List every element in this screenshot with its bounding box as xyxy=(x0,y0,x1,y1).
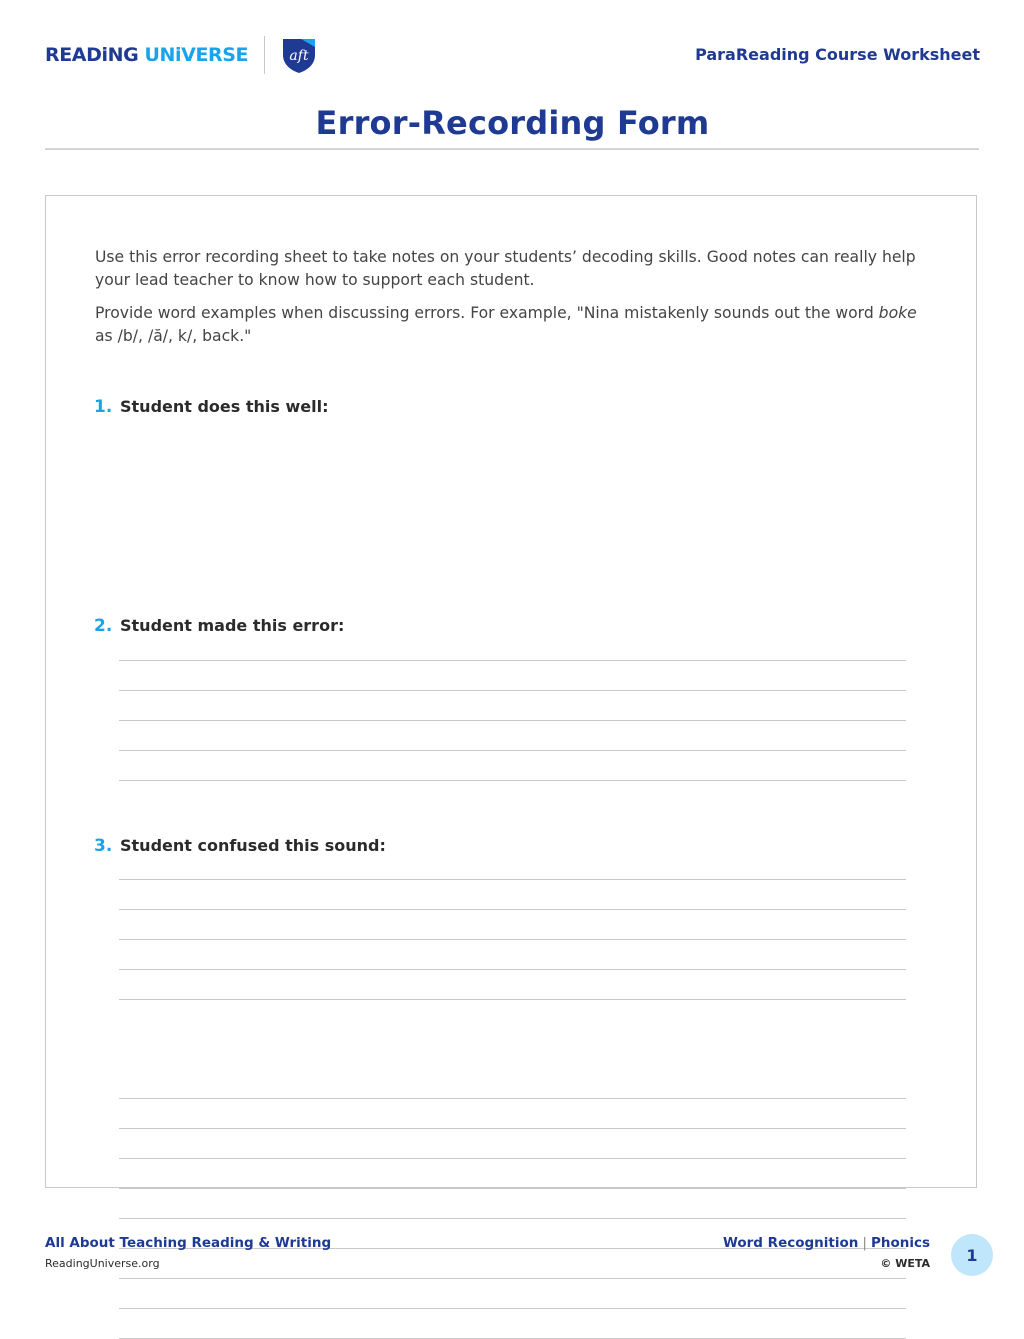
aft-shield-icon xyxy=(279,35,319,75)
intro-text xyxy=(95,246,925,358)
footer-url[interactable]: ReadingUniverse.org xyxy=(45,1257,160,1270)
answer-line xyxy=(119,1278,906,1279)
footer-copyright: © WETA xyxy=(880,1257,930,1270)
answer-line xyxy=(119,1188,906,1189)
footer-topic-word-recognition: Word Recognition xyxy=(722,1235,859,1251)
brand-divider xyxy=(264,36,265,74)
question-1 xyxy=(94,396,906,418)
footer-tagline: All About Teaching Reading & Writing xyxy=(45,1235,332,1251)
answer-line xyxy=(119,1158,906,1159)
footer-right xyxy=(723,1235,930,1270)
answer-line xyxy=(119,1308,906,1309)
page-header xyxy=(45,34,980,76)
answer-line xyxy=(119,750,906,751)
answer-line xyxy=(119,1098,906,1099)
example-word: boke xyxy=(878,304,917,322)
answer-line xyxy=(119,660,906,661)
question-1-text: Student does this well: xyxy=(120,397,329,416)
form-container xyxy=(45,195,977,1188)
footer-topic-separator: | xyxy=(862,1235,867,1251)
intro-paragraph-2 xyxy=(95,302,925,348)
footer-topics xyxy=(723,1235,930,1251)
intro-paragraph-1: Use this error recording sheet to take notes on your students’ decoding skills. Good notes can really help your lead teacher to know how to support each student. xyxy=(95,248,916,289)
answer-line xyxy=(119,720,906,721)
footer-topic-phonics: Phonics xyxy=(870,1235,930,1251)
question-1-label xyxy=(94,396,906,418)
question-2-number: 2. xyxy=(94,616,113,636)
question-3-text: Student confused this sound: xyxy=(120,836,386,855)
series-title: ParaReading Course Worksheet xyxy=(695,45,980,64)
page-title: Error-Recording Form xyxy=(315,104,710,142)
footer-left xyxy=(45,1235,331,1270)
answer-line xyxy=(119,1218,906,1219)
brand-name-part1: READiNG xyxy=(45,44,145,66)
intro-p2-start: Provide word examples when discussing errors. For example, "Nina mistakenly sounds out the word xyxy=(95,304,879,322)
answer-line xyxy=(119,999,906,1000)
answer-line xyxy=(119,879,906,880)
brand-name-part2: UNiVERSE xyxy=(144,44,249,66)
answer-line xyxy=(119,939,906,940)
answer-line xyxy=(119,909,906,910)
question-2-text: Student made this error: xyxy=(120,616,345,635)
question-2-label xyxy=(94,615,906,637)
answer-line xyxy=(119,780,906,781)
answer-line xyxy=(119,690,906,691)
brand-lockup xyxy=(45,34,319,76)
intro-p2-end: as /b/, /ă/, k/, back." xyxy=(95,327,252,345)
aft-logo-text: aft xyxy=(289,48,309,64)
page-number-badge: 1 xyxy=(951,1234,993,1276)
title-divider xyxy=(45,148,979,150)
question-3 xyxy=(94,835,906,857)
answer-line xyxy=(119,1128,906,1129)
question-3-number: 3. xyxy=(94,836,113,856)
question-3-label xyxy=(94,835,906,857)
question-1-number: 1. xyxy=(94,397,113,417)
answer-line xyxy=(119,969,906,970)
question-2 xyxy=(94,615,906,637)
reading-universe-logo xyxy=(45,44,248,66)
